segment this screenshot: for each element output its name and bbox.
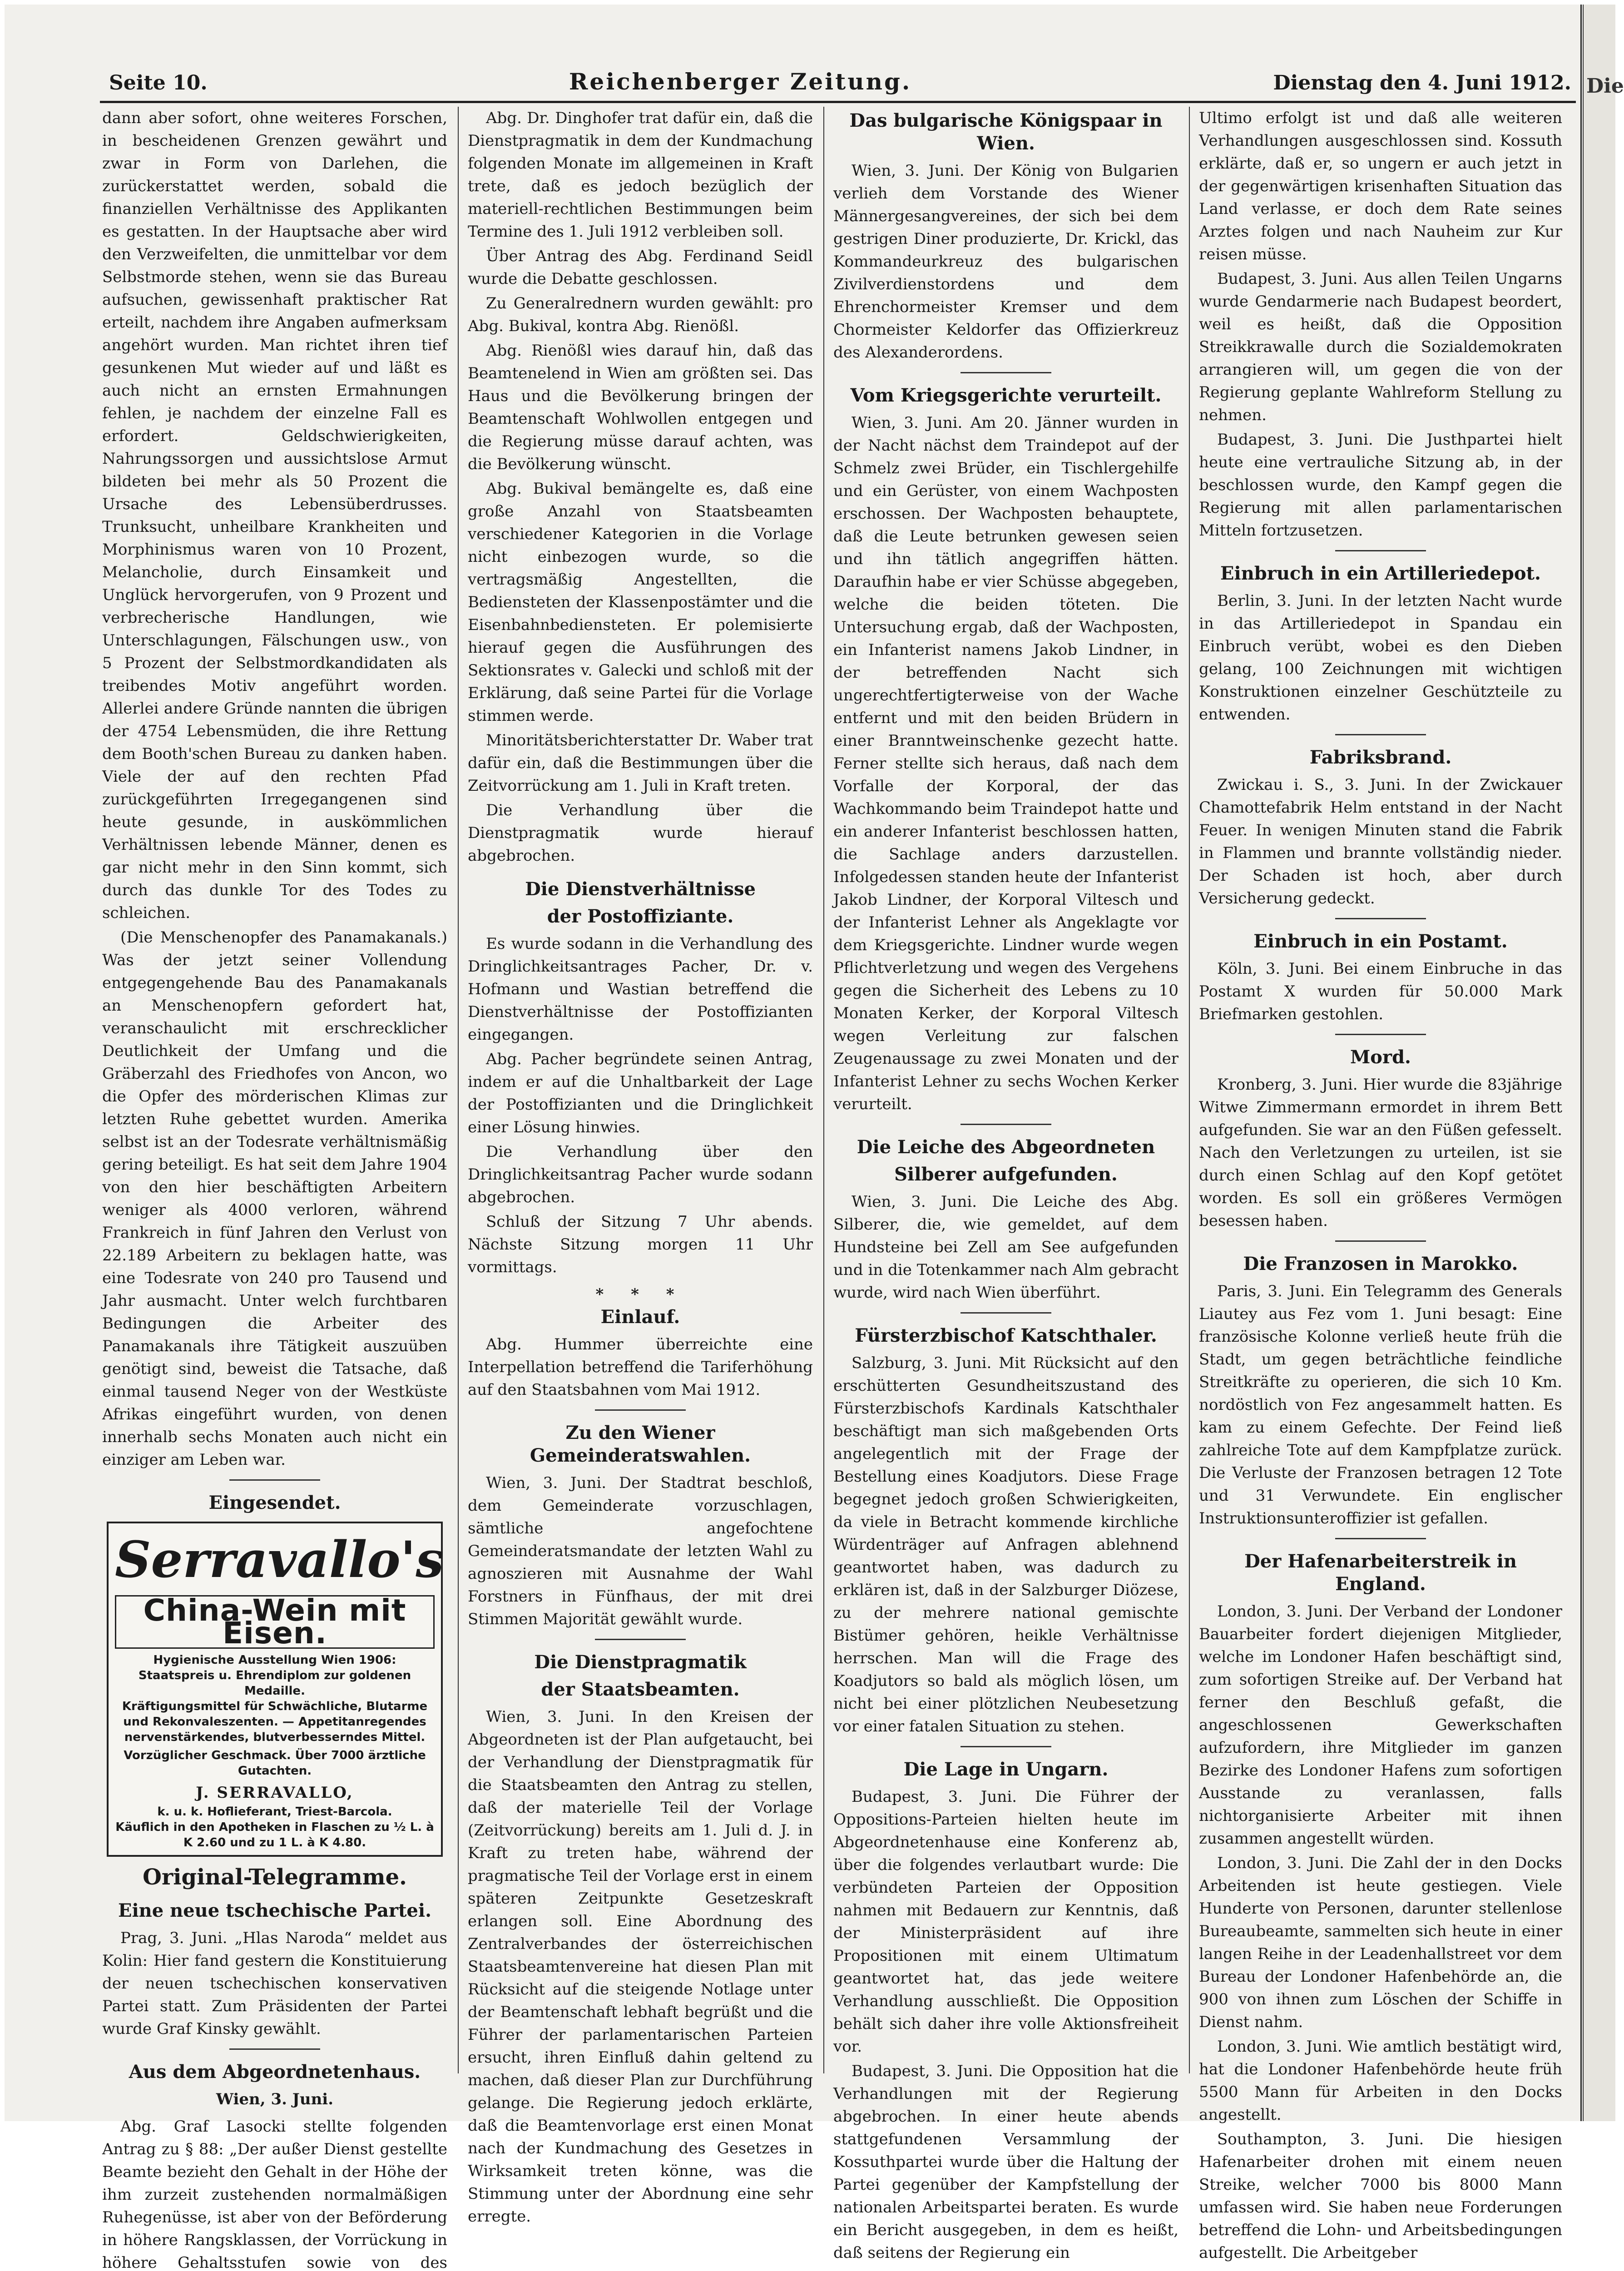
article-heading: Mord. (1350, 1046, 1411, 1068)
separator (1335, 734, 1426, 735)
article-text: Abg. Rienößl wies darauf hin, daß das Beamtenelend in Wien am größten sei. Das Haus und die Bevölkerung bringen der Beamtenschaft Wohlwollen entgegen und die Regierung müsse darauf achten, was die Bevölkerung wünscht. (468, 342, 813, 473)
article-text: Über Antrag des Abg. Ferdinand Seidl wurde die Debatte geschlossen. (468, 247, 813, 288)
article-text: Budapest, 3. Juni. Aus allen Teilen Ungarns wurde Gendarmerie nach Budapest beordert, weil es heißt, daß die Opposition Streikkrawalle durch die Sozialdemokraten arrangieren will, um gegen die von der Regierung geplante Wahlreform Stellung zu nehmen. (1199, 270, 1562, 424)
article-text: London, 3. Juni. Die Zahl der in den Docks Arbeitenden ist heute gestiegen. Viele Hunderte von Personen, darunter stellenlose Bureaubeamte, sammelten sich heute in einer langen Reihe in der Leadenhallstreet vor dem Bureau der Londoner Hafenbehörde an, die 900 von ihnen zum Löschen der Schiffe in Dienst nahm. (1199, 1854, 1562, 2031)
article-heading: Der Hafenarbeiterstreik in England. (1244, 1551, 1517, 1595)
separator (1335, 1538, 1426, 1539)
article-heading: Aus dem Abgeordnetenhaus. (129, 2061, 421, 2083)
column-4 (1199, 107, 1562, 2262)
article-heading: Fürsterzbischof Katschthaler. (855, 1325, 1157, 1346)
article-heading: Eine neue tschechische Partei. (118, 1900, 432, 1921)
article-text: Abg. Hummer überreichte eine Interpellation betreffend die Tariferhöhung auf den Staatsbahnen vom Mai 1912. (468, 1335, 813, 1399)
separator (1335, 1240, 1426, 1242)
separator (961, 1124, 1051, 1125)
separator (595, 1409, 686, 1411)
article-text: Schluß der Sitzung 7 Uhr abends. Nächste Sitzung morgen 11 Uhr vormittags. (468, 1213, 813, 1276)
article-text: dann aber sofort, ohne weiteres Forschen, in bescheidenen Grenzen gewährt und zwar in Form von Darlehen, die zurückerstattet werden, sobald die finanziellen Verhältnisse des Applikanten es gestatten. In der Hauptsache aber wird den Verzweifelten, die unmittelbar vor dem Selbstmorde stehen, wenn sie das Bureau aufsuchen, gewissenhaft praktischer Rat erteilt, nachdem ihre Angaben aufmerksam angehört wurden. Man richtet ihren tief gesunkenen Mut wieder auf und läßt es auch nicht an ernsten Ermahnungen fehlen, je nachdem der einzelne Fall es erfordert. Geldschwierigkeiten, Nahrungssorgen und aussichtslose Armut bildeten bei mehr als 50 Prozent die Ursache des Lebensüberdrusses. Trunksucht, unheilbare Krankheiten und Morphinismus waren von 10 Prozent, Melancholie, durch Einsamkeit und Unglück hervorgerufen, von 9 Prozent und verbrecherische Handlungen, wie Unterschlagungen, Fälschungen usw., von 5 Prozent der Selbstmordkandidaten als treibendes Motiv angeführt worden. Allerlei andere Gründe nannten die übrigen der 4754 Lebensmüden, die ihre Rettung dem Booth'schen Bureau zu danken haben. Viele der auf den rechten Pfad zurückgeführten Irregegangenen sind heute gesunde, in auskömmlichen Verhältnissen lebende Männer, denen es gar nicht mehr in den Sinn kommt, sich durch das dunkle Tor des Todes zu schleichen. (102, 109, 447, 922)
ad-brand: Serravallo's (115, 1530, 444, 1589)
column-divider (458, 107, 459, 2073)
article-text: Wien, 3. Juni. Die Leiche des Abg. Silberer, die, wie gemeldet, auf dem Hundsteine bei Zell am See aufgefunden und in die Totenkammer nach Alm gebracht wurde, wird nach Wien überführt. (833, 1193, 1178, 1302)
separator (595, 1639, 686, 1640)
header-rule (100, 101, 1576, 103)
article-text: Wien, 3. Juni. Der Stadtrat beschloß, dem Gemeinderate vorzuschlagen, sämtliche angefochtene Gemeinderatsmandate der letzten Wahl zu agnoszieren mit Ausnahme der Wahl Forstners in Fünfhaus, der mit drei Stimmen Majorität gewählt wurde. (468, 1474, 813, 1628)
article-text: Prag, 3. Juni. „Hlas Naroda“ meldet aus Kolin: Hier fand gestern die Konstituierung der neuen tschechischen konservativen Partei statt. Zum Präsidenten der Partei wurde Graf Kinsky gewählt. (102, 1929, 447, 2038)
article-heading: Silberer aufgefunden. (894, 1164, 1118, 1185)
article-text: Kronberg, 3. Juni. Hier wurde die 83jährige Witwe Zimmermann ermordet in ihrem Bett aufgefunden. Sie war an den Füßen gefesselt. Nach den Verletzungen zu urteilen, ist sie durch einen Schlag auf den Kopf getötet worden. Es soll ein größeres Vermögen besessen haben. (1199, 1076, 1562, 1230)
separator (229, 1479, 320, 1481)
article-heading: Einbruch in ein Postamt. (1253, 931, 1508, 952)
article-dateline: Wien, 3. Juni. (216, 2090, 334, 2108)
article-text: (Die Menschenopfer des Panamakanals.) Was der jetzt seiner Vollendung entgegengehende Bau des Panamakanals an Menschenopfern gefordert hat, veranschaulicht mit erschrecklicher Deutlichkeit der Umfang und die Gräberzahl des Friedhofes von Ancon, wo die Opfer des mörderischen Klimas zur letzten Ruhe gebettet wurden. Amerika selbst ist an der Todesrate verhältnismäßig gering beteiligt. Es hat seit dem Jahre 1904 von den hier beschäftigten Arbeitern weniger als 4000 verloren, während Frankreich in fünf Jahren den Verlust von 22.189 Arbeitern zu beklagen hatte, was eine Todesrate von 240 pro Tausend und Jahr ausmacht. Unter welch furchtbaren Bedingungen die Arbeiter des Panamakanals ihre Tätigkeit auszuüben genötigt sind, beweist die Tatsache, daß einmal tausend Neger von der Westküste Afrikas eingeführt wurden, von denen innerhalb sechs Monaten auch nicht ein einziger am Leben war. (102, 928, 447, 1469)
ad-text: Käuflich in den Apotheken in Flaschen zu ½ L. à K 2.60 und zu 1 L. à K 4.80. (115, 1820, 434, 1850)
article-text: Salzburg, 3. Juni. Mit Rücksicht auf den erschütterten Gesundheitszustand des Fürsterzbischofs Kardinals Katschthaler beschäftigt man sich maßgebenden Orts angelegentlich mit der Frage der Bestellung eines Koadjutors. Diese Frage begegnet jedoch großen Schwierigkeiten, da viele in Betracht kommende kirchliche Würdenträger auf Anfragen ablehnend geantwortet haben, was dadurch zu erklären ist, daß in der Salzburger Diözese, zu der mehrere national gemischte Bistümer gehören, heikle Verhältnisse herrschen. Man will die Frage des Koadjutors so bald als möglich lösen, um nicht bei einer plötzlichen Neubesetzung vor einer fatalen Situation zu stehen. (833, 1354, 1178, 1735)
ad-firm: J. SERRAVALLO, (196, 1784, 354, 1802)
article-heading: Einlauf. (600, 1306, 680, 1328)
page-number: Seite 10. (109, 71, 208, 94)
ad-text: Hygienische Ausstellung Wien 1906: Staatspreis u. Ehrendiplom zur goldenen Medaille. (138, 1653, 411, 1698)
newspaper-title: Reichenberger Zeitung. (569, 68, 912, 95)
article-text: Abg. Dr. Dinghofer trat dafür ein, daß die Dienstpragmatik in dem der Kundmachung folgenden Monate im allgemeinen in Kraft trete, daß es jedoch bezüglich der materiell-rechtlichen Bestimmungen beim Termine des 1. Juli 1912 verbleiben soll. (468, 109, 813, 241)
article-text: London, 3. Juni. Der Verband der Londoner Bauarbeiter fordert diejenigen Mitglieder, welche im Londoner Hafen beschäftigt sind, zum sofortigen Streike auf. Der Verband hat ferner den Beschluß gefaßt, die angeschlossenen Gewerkschaften aufzufordern, ihre Mitglieder im ganzen Bezirke des Londoner Hafens zum sofortigen Ausstande zu veranlassen, falls nichtorganisierte Arbeiter mit ihnen zusammen angestellt würden. (1199, 1602, 1562, 1848)
separator (961, 1312, 1051, 1314)
article-text: Die Verhandlung über die Dienstpragmatik wurde hierauf abgebrochen. (468, 801, 813, 865)
article-text: Die Verhandlung über den Dringlichkeitsantrag Pacher wurde sodann abgebrochen. (468, 1143, 813, 1206)
separator (229, 2048, 320, 2050)
article-heading: der Staatsbeamten. (541, 1679, 740, 1700)
article-text: Paris, 3. Juni. Ein Telegramm des Generals Liautey aus Fez vom 1. Juni besagt: Eine französische Kolonne verließ heute früh die Stadt, um gegen beträchtliche feindliche Streitkräfte zu operieren, die sich 10 Km. nordöstlich von Fez angesammelt hatten. Es kam zu einem Gefechte. Der Feind ließ zahlreiche Tote auf dem Kampfplatze zurück. Die Verluste der Franzosen betragen 12 Tote und 31 Verwundete. Ein englischer Instruktionsunteroffizier ist gefallen. (1199, 1282, 1562, 1527)
article-text: Berlin, 3. Juni. In der letzten Nacht wurde in das Artilleriedepot in Spandau ein Einbruch verübt, wobei es den Dieben gelang, 100 Zeichnungen mit wichtigen Konstruktionen einzelner Geschützteile zu entwenden. (1199, 592, 1562, 724)
article-text: Köln, 3. Juni. Bei einem Einbruche in das Postamt X wurden für 50.000 Mark Briefmarken gestohlen. (1199, 960, 1562, 1023)
column-1 (102, 107, 447, 2271)
article-text: Wien, 3. Juni. Der König von Bulgarien verlieh dem Vorstande des Wiener Männergesangvereines, der sich bei dem gestrigen Diner produzierte, Dr. Krickl, das Kommandeurkreuz des bulgarischen Zivilverdienstordens und dem Ehrenchormeister Kremser und dem Chormeister Keldorfer das Offizierkreuz des Alexanderordens. (833, 162, 1178, 362)
ad-slogan: China-Wein mit Eisen. (115, 1595, 435, 1649)
article-heading: Die Dienstverhältnisse (525, 878, 756, 900)
section-heading: Original-Telegramme. (143, 1864, 407, 1890)
column-divider (1189, 107, 1190, 2073)
column-3 (833, 107, 1178, 2262)
article-heading: Das bulgarische Königspaar in Wien. (849, 110, 1163, 154)
article-text: Budapest, 3. Juni. Die Opposition hat die Verhandlungen mit der Regierung abgebrochen. In einer heute abends stattgefundenen Versammlung der Kossuthpartei wurde über die Haltung der Partei gegenüber der Kampfstellung der nationalen Arbeitspartei beraten. Es wurde ein Bericht ausgegeben, in dem es heißt, daß seitens der Regierung ein (833, 2062, 1178, 2262)
article-heading: Fabriksbrand. (1309, 747, 1452, 768)
article-text: Minoritätsberichterstatter Dr. Waber trat dafür ein, daß die Bestimmungen über die Zeitvorrückung am 1. Juli in Kraft treten. (468, 731, 813, 795)
article-text: Southampton, 3. Juni. Die hiesigen Hafenarbeiter drohen mit einem neuen Streike, welcher 7000 bis 8000 Mann umfassen wird. Sie haben neue Forderungen betreffend die Lohn- und Arbeitsbedingungen aufgestellt. Die Arbeitgeber (1199, 2130, 1562, 2262)
article-heading: Einbruch in ein Artilleriedepot. (1220, 563, 1541, 584)
section-heading: Eingesendet. (208, 1492, 341, 1513)
article-text: Ultimo erfolgt ist und daß alle weiteren Verhandlungen ausgeschlossen sind. Kossuth erklärte, daß er, so ungern er auch jetzt in der gegenwärtigen krisenhaften Situation das Land verlasse, er doch dem Rate seines Arztes folgen und nach Nauheim zur Kur reisen müsse. (1199, 109, 1562, 263)
article-text: Abg. Graf Lasocki stellte folgenden Antrag zu § 88: „Der außer Dienst gestellte Beamte bezieht den Gehalt in der Höhe der ihm zurzeit zustehenden normalmäßigen Ruhegenüsse, ist aber von der Beförderung in höhere Rangsklassen, der Vorrückung in höhere Gehaltsstufen sowie von des (102, 2117, 447, 2271)
advertisement (107, 1522, 443, 1857)
article-text: Es wurde sodann in die Verhandlung des Dringlichkeitsantrages Pacher, Dr. v. Hofmann und Wastian betreffend die Dienstverhältnisse der Postoffizianten eingegangen. (468, 935, 813, 1044)
article-heading: Vom Kriegsgerichte verurteilt. (850, 385, 1162, 406)
article-heading: Die Franzosen in Marokko. (1243, 1253, 1518, 1274)
issue-date: Dienstag den 4. Juni 1912. (1273, 71, 1571, 94)
ad-text: Kräftigungsmittel für Schwächliche, Blutarme und Rekonvaleszenten. — Appetitanregendes nervenstärkendes, blutverbesserndes Mittel. (122, 1700, 428, 1744)
article-heading: Die Dienstpragmatik (534, 1651, 747, 1673)
separator (961, 1746, 1051, 1747)
separator (1335, 550, 1426, 551)
column-2 (468, 107, 813, 2226)
article-heading: Die Lage in Ungarn. (903, 1759, 1109, 1780)
column-divider (823, 107, 824, 2073)
article-text: Zwickau i. S., 3. Juni. In der Zwickauer Chamottefabrik Helm entstand in der Nacht Feuer. In wenigen Minuten stand die Fabrik in Flammen und brannte vollständig nieder. Der Schaden ist hoch, aber durch Versicherung gedeckt. (1199, 776, 1562, 907)
article-heading: der Postoffiziante. (547, 906, 734, 927)
article-heading: Zu den Wiener Gemeinderatswahlen. (530, 1422, 751, 1466)
article-text: Abg. Bukival bemängelte es, daß eine große Anzahl von Staatsbeamten verschiedener Kategorien in die Vorlage nicht einbezogen wurde, so die vertragsmäßig Angestellten, die Bediensteten der Klassenpostämter und die Eisenbahnbediensteten. Er polemisierte hierauf gegen die Ausführungen des Sektionsrates v. Galecki und schloß mit der Erklärung, daß seine Partei für die Vorlage stimmen werde. (468, 480, 813, 725)
stars-separator: * * * (595, 1285, 685, 1304)
article-text: Wien, 3. Juni. In den Kreisen der Abgeordneten ist der Plan aufgetaucht, bei der Verhandlung der Dienstpragmatik für die Staatsbeamten den Antrag zu stellen, daß der materielle Teil der Vorlage (Zeitvorrückung) bereits am 1. Juli d. J. in Kraft zu treten habe, während der pragmatische Teil der Vorlage erst in einem späteren Zeitpunkte Gesetzeskraft erlangen soll. Eine Abordnung des Zentralverbandes der österreichischen Staatsbeamtenvereine hat diesen Plan mit Rücksicht auf die steigende Notlage unter der Beamtenschaft lebhaft begrüßt und die Führer der parlamentarischen Parteien ersucht, ihren Einfluß dahin geltend zu machen, daß dieser Plan zur Durchführung gelange. Die Regierung jedoch erklärte, daß die Beamtenvorlage erst einen Monat nach der Kundmachung des Gesetzes in Wirksamkeit treten könne, was die Stimmung unter der Abordnung eine sehr erregte. (468, 1708, 813, 2226)
article-text: Wien, 3. Juni. Am 20. Jänner wurden in der Nacht nächst dem Traindepot auf der Schmelz zwei Brüder, ein Tischlergehilfe und ein Gerüster, von einem Wachposten erschossen. Der Wachposten behauptete, daß die Leute betrunken gewesen seien und ihn tätlich angegriffen hätten. Daraufhin habe er vier Schüsse abgegeben, welche die beiden töteten. Die Untersuchung ergab, daß der Wachposten, ein Infanterist namens Jakob Lindner, in der betreffenden Nacht sich ungerechtfertigterweise von der Wache entfernt und mit den beiden Brüdern in einer Branntweinschenke gezecht hatte. Ferner stellte sich heraus, daß nach dem Vorfalle der Korporal, der das Wachkommando beim Traindepot hatte und ein anderer Infanterist beschlossen hatten, die Sachlage anders darzustellen. Infolgedessen standen heute der Infanterist Jakob Lindner, der Korporal Viltesch und der Infanterist Lehner als Angeklagte vor dem Kriegsgerichte. Lindner wurde wegen Pflichtverletzung und wegen des Vergehens gegen die Sicherheit des Lebens zu 10 Monaten Kerker, der Korporal Viltesch wegen Verleitung zur falschen Zeugenaussage zu zwei Monaten und der Infanterist Lehner zu sechs Wochen Kerker verurteilt. (833, 414, 1178, 1113)
adjacent-page-header: Die (1586, 74, 1624, 98)
article-text: Abg. Pacher begründete seinen Antrag, indem er auf die Unhaltbarkeit der Lage der Postoffizianten und die Dringlichkeit einer Lösung hinwies. (468, 1050, 813, 1136)
article-heading: Die Leiche des Abgeordneten (857, 1136, 1155, 1158)
separator (1335, 918, 1426, 919)
adjacent-page-edge (1583, 5, 1624, 2121)
separator (1335, 1034, 1426, 1035)
article-text: Zu Generalrednern wurden gewählt: pro Abg. Bukival, kontra Abg. Rienößl. (468, 294, 813, 335)
article-text: Budapest, 3. Juni. Die Justhpartei hielt heute eine vertrauliche Sitzung ab, in der beschlossen wurde, den Kampf gegen die Regierung mit allen parlamentarischen Mitteln fortzusetzen. (1199, 431, 1562, 540)
ad-text: k. u. k. Hoflieferant, Triest-Barcola. (157, 1805, 392, 1819)
separator (961, 372, 1051, 373)
ad-text: Vorzüglicher Geschmack. Über 7000 ärztliche Gutachten. (124, 1749, 426, 1778)
page-header (109, 68, 1571, 100)
article-text: Budapest, 3. Juni. Die Führer der Oppositions-Parteien hielten heute im Abgeordnetenhause eine Konferenz ab, über die folgendes verlautbart wurde: Die verbündeten Parteien der Opposition nahmen mit Bedauern zur Kenntnis, daß der Ministerpräsident auf ihre Propositionen mit einem Ultimatum geantwortet hat, das jede weitere Verhandlung ausschließt. Die Opposition behält sich daher ihre volle Aktionsfreiheit vor. (833, 1788, 1178, 2056)
article-text: London, 3. Juni. Wie amtlich bestätigt wird, hat die Londoner Hafenbehörde heute früh 5500 Mann für Arbeiten in den Docks angestellt. (1199, 2038, 1562, 2124)
